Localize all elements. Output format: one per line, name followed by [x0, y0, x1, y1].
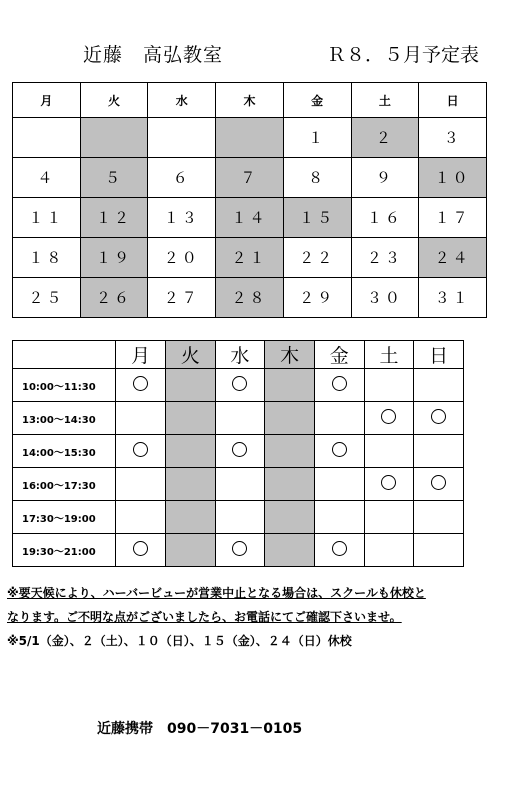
weekly-schedule-table — [12, 340, 464, 567]
calendar-weekday: 水 — [148, 83, 216, 118]
schedule-cell — [314, 468, 364, 501]
schedule-cell — [314, 369, 364, 402]
schedule-cell — [364, 435, 414, 468]
schedule-cell — [165, 534, 215, 567]
time-slot-label: 16:00～17:30 — [13, 468, 116, 501]
schedule-row — [13, 468, 464, 501]
schedule-cell — [414, 534, 464, 567]
schedule-weekday: 水 — [215, 341, 265, 369]
schedule-cell — [364, 402, 414, 435]
schedule-cell — [314, 435, 364, 468]
time-slot-label: 17:30～19:00 — [13, 501, 116, 534]
circle-mark-icon — [381, 475, 396, 490]
calendar-day: ５ — [80, 158, 148, 198]
schedule-cell — [265, 534, 315, 567]
schedule-row — [13, 369, 464, 402]
schedule-cell — [165, 369, 215, 402]
schedule-cell — [265, 501, 315, 534]
schedule-row — [13, 501, 464, 534]
monthly-calendar — [12, 82, 487, 318]
calendar-day: １２ — [80, 198, 148, 238]
schedule-cell — [116, 534, 166, 567]
calendar-day: ２２ — [283, 238, 351, 278]
time-slot-label: 19:30～21:00 — [13, 534, 116, 567]
schedule-cell — [215, 369, 265, 402]
time-slot-label: 14:00～15:30 — [13, 435, 116, 468]
calendar-day: ２１ — [216, 238, 284, 278]
schedule-cell — [165, 468, 215, 501]
calendar-day: １６ — [351, 198, 419, 238]
circle-mark-icon — [332, 541, 347, 556]
calendar-day: ２５ — [13, 278, 81, 318]
schedule-cell — [215, 435, 265, 468]
calendar-day: ２４ — [419, 238, 487, 278]
calendar-day — [80, 118, 148, 158]
schedule-weekday: 木 — [265, 341, 315, 369]
calendar-day: ３ — [419, 118, 487, 158]
schedule-cell — [414, 501, 464, 534]
schedule-cell — [265, 402, 315, 435]
calendar-day: ２７ — [148, 278, 216, 318]
calendar-weekday: 金 — [283, 83, 351, 118]
schedule-row — [13, 435, 464, 468]
calendar-day — [216, 118, 284, 158]
calendar-day: １５ — [283, 198, 351, 238]
calendar-day: １７ — [419, 198, 487, 238]
calendar-day: ２８ — [216, 278, 284, 318]
schedule-cell — [265, 468, 315, 501]
calendar-day: １ — [283, 118, 351, 158]
schedule-cell — [116, 402, 166, 435]
schedule-cell — [314, 501, 364, 534]
time-slot-label: 10:00～11:30 — [13, 369, 116, 402]
schedule-cell — [215, 534, 265, 567]
calendar-day: ２３ — [351, 238, 419, 278]
calendar-day: ６ — [148, 158, 216, 198]
schedule-cell — [165, 402, 215, 435]
schedule-cell — [116, 369, 166, 402]
note-closures: ※5/1（金）、２（土）、１０（日）、１５（金）、２４（日）休校 — [7, 634, 352, 648]
schedule-cell — [265, 369, 315, 402]
calendar-day: １９ — [80, 238, 148, 278]
schedule-row — [13, 402, 464, 435]
note-contact: なります。ご不明な点がございましたら、お電話にてご確認下さいませ。 — [7, 610, 402, 624]
contact-phone: 近藤携帯 090－7031－0105 — [97, 721, 303, 737]
calendar-weekday: 木 — [216, 83, 284, 118]
calendar-day: １８ — [13, 238, 81, 278]
calendar-weekday: 火 — [80, 83, 148, 118]
schedule-cell — [215, 402, 265, 435]
schedule-cell — [314, 534, 364, 567]
calendar-day: ２６ — [80, 278, 148, 318]
schedule-weekday: 土 — [364, 341, 414, 369]
schedule-title: Ｒ８．５月予定表 — [327, 44, 480, 66]
schedule-corner-cell — [13, 341, 116, 369]
calendar-header-row — [13, 83, 487, 118]
schedule-cell — [364, 468, 414, 501]
calendar-day: ２９ — [283, 278, 351, 318]
schedule-cell — [215, 501, 265, 534]
calendar-day: ４ — [13, 158, 81, 198]
schedule-cell — [165, 501, 215, 534]
calendar-week-row — [13, 278, 487, 318]
circle-mark-icon — [431, 475, 446, 490]
schedule-cell — [414, 369, 464, 402]
calendar-weekday: 日 — [419, 83, 487, 118]
schedule-weekday: 日 — [414, 341, 464, 369]
schedule-cell — [364, 369, 414, 402]
schedule-cell — [116, 468, 166, 501]
calendar-weekday: 月 — [13, 83, 81, 118]
schedule-cell — [215, 468, 265, 501]
calendar-week-row — [13, 238, 487, 278]
calendar-day: １４ — [216, 198, 284, 238]
note-weather: ※要天候により、ハーバービューが営業中止となる場合は、スクールも休校と — [7, 586, 426, 600]
calendar-weekday: 土 — [351, 83, 419, 118]
circle-mark-icon — [381, 409, 396, 424]
schedule-header-row — [13, 341, 464, 369]
time-slot-label: 13:00～14:30 — [13, 402, 116, 435]
schedule-cell — [414, 402, 464, 435]
schedule-cell — [364, 534, 414, 567]
calendar-day: ３０ — [351, 278, 419, 318]
calendar-day: ２０ — [148, 238, 216, 278]
schedule-cell — [116, 435, 166, 468]
calendar-day — [148, 118, 216, 158]
calendar-day — [13, 118, 81, 158]
circle-mark-icon — [232, 541, 247, 556]
calendar-day: １０ — [419, 158, 487, 198]
schedule-cell — [414, 468, 464, 501]
calendar-day: ８ — [283, 158, 351, 198]
circle-mark-icon — [332, 376, 347, 391]
schedule-cell — [414, 435, 464, 468]
calendar-day: ９ — [351, 158, 419, 198]
schedule-cell — [165, 435, 215, 468]
page-title: 近藤 高弘教室 — [83, 44, 224, 66]
schedule-cell — [116, 501, 166, 534]
circle-mark-icon — [133, 541, 148, 556]
schedule-cell — [265, 435, 315, 468]
calendar-day: １３ — [148, 198, 216, 238]
calendar-day: ７ — [216, 158, 284, 198]
circle-mark-icon — [133, 442, 148, 457]
calendar-day: ３１ — [419, 278, 487, 318]
schedule-weekday: 金 — [314, 341, 364, 369]
schedule-weekday: 火 — [165, 341, 215, 369]
schedule-row — [13, 534, 464, 567]
circle-mark-icon — [431, 409, 446, 424]
schedule-cell — [364, 501, 414, 534]
circle-mark-icon — [232, 376, 247, 391]
circle-mark-icon — [332, 442, 347, 457]
calendar-week-row — [13, 158, 487, 198]
calendar-day: １１ — [13, 198, 81, 238]
circle-mark-icon — [232, 442, 247, 457]
schedule-cell — [314, 402, 364, 435]
circle-mark-icon — [133, 376, 148, 391]
calendar-week-row — [13, 118, 487, 158]
calendar-week-row — [13, 198, 487, 238]
calendar-day: ２ — [351, 118, 419, 158]
schedule-weekday: 月 — [116, 341, 166, 369]
